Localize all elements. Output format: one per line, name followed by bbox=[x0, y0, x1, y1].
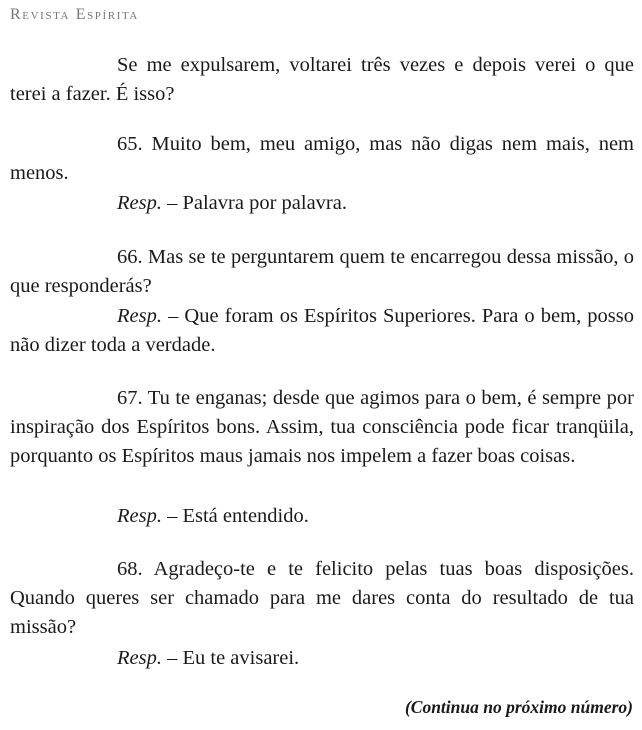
response-68 bbox=[10, 644, 634, 673]
paragraph-65: 65. Muito bem, meu amigo, mas não digas nem mais, nem menos. bbox=[10, 133, 634, 184]
resp-label: Resp. bbox=[117, 192, 162, 214]
resp-label: Resp. bbox=[117, 647, 162, 669]
paragraph-66: 66. Mas se te perguntarem quem te encarregou dessa missão, o que responderás? bbox=[10, 246, 634, 297]
resp-label: Resp. bbox=[117, 305, 162, 327]
resp-text: – Eu te avisarei. bbox=[161, 647, 300, 669]
response-65 bbox=[10, 189, 634, 218]
response-67 bbox=[10, 502, 634, 531]
running-head: Revista Espírita bbox=[10, 6, 139, 23]
continua-note: (Continua no próximo número) bbox=[404, 697, 633, 717]
paragraph-67: 67. Tu te enganas; desde que agimos para o bem, é sempre por inspiração dos Espíritos bons. Assim, tua consciência pode ficar tranqüila, porquanto os Espíritos maus jamais nos impelem a fazer boas coisas. bbox=[10, 387, 634, 467]
paragraph-intro: Se me expulsarem, voltarei três vezes e depois verei o que terei a fazer. É isso? bbox=[10, 54, 634, 105]
paragraph-68: 68. Agradeço-te e te felicito pelas tuas boas disposições. Quando queres ser chamado para me dares conta do resultado de tua missão? bbox=[10, 558, 634, 638]
resp-text: – Que foram os Espíritos Superiores. Para o bem, posso não dizer toda a verdade. bbox=[10, 305, 634, 356]
resp-label: Resp. bbox=[117, 505, 162, 527]
response-66 bbox=[10, 302, 634, 360]
resp-text: – Palavra por palavra. bbox=[161, 192, 347, 214]
resp-text: – Está entendido. bbox=[161, 505, 309, 527]
